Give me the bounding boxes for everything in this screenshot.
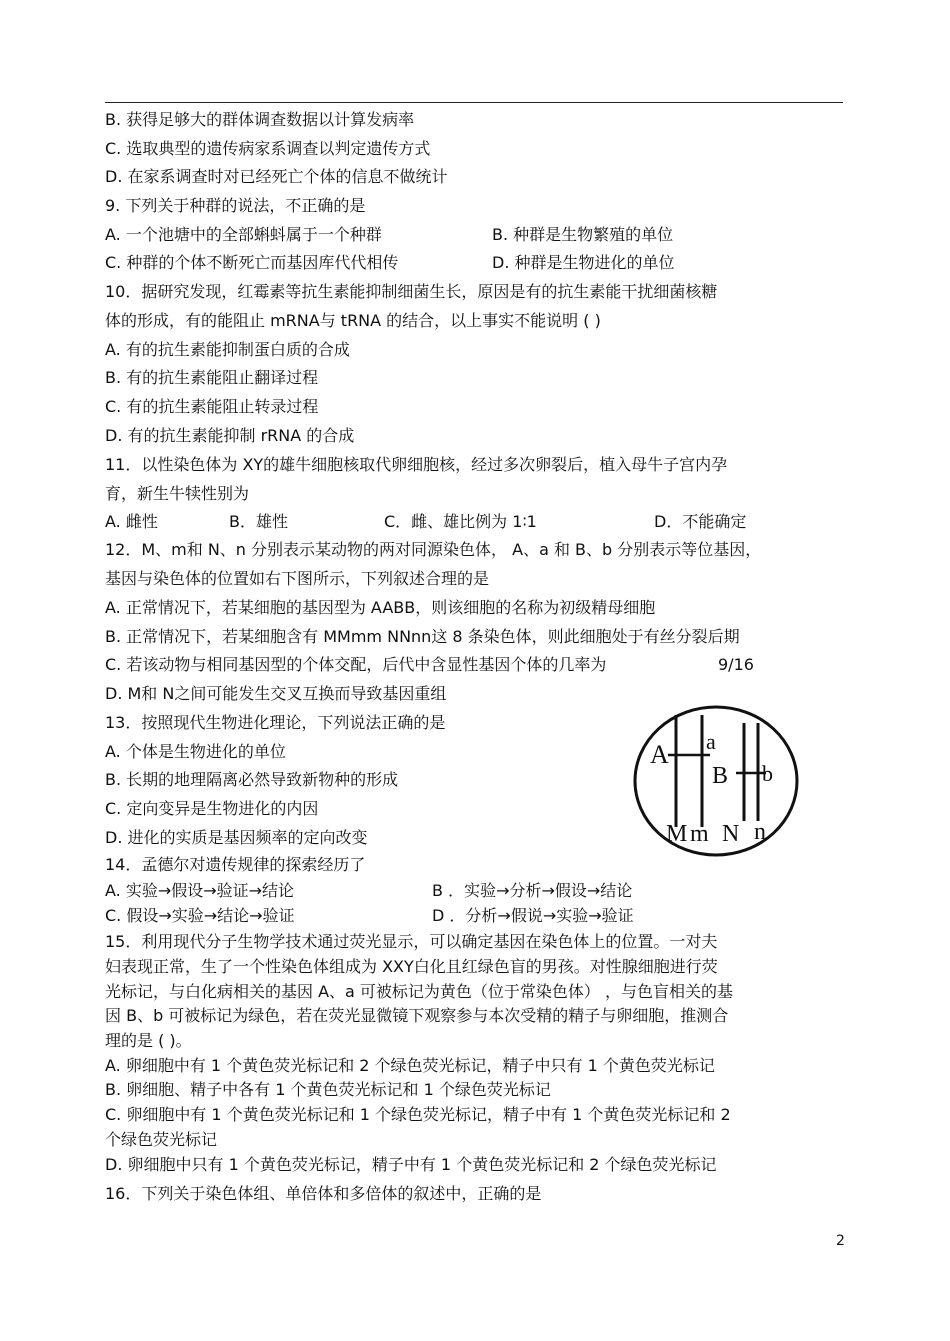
q13-option-a: A. 个体是生物进化的单位 xyxy=(105,742,286,761)
q15-stem-line1: 15．利用现代分子生物学技术通过荧光显示，可以确定基因在染色体上的位置。一对夫 xyxy=(105,932,718,951)
q15-stem-line2: 妇表现正常，生了一个性染色体组成为 XXY白化且红绿色盲的男孩。对性腺细胞进行荧 xyxy=(105,957,718,976)
q10-stem-line2: 体的形成，有的能阻止 mRNA与 tRNA 的结合，以上事实不能说明 ( ) xyxy=(105,311,601,330)
chromosome-M-label: M xyxy=(666,821,688,847)
gene-A-label: A xyxy=(650,740,669,769)
q11-stem-line2: 育，新生牛犊性别为 xyxy=(105,484,250,503)
q11-option-d: D．不能确定 xyxy=(654,512,747,531)
q15-option-c-line1: C. 卵细胞中有 1 个黄色荧光标记和 1 个绿色荧光标记，精子中有 1 个黄色荧光标记和 2 xyxy=(105,1105,731,1124)
page-number: 2 xyxy=(836,1233,845,1249)
q15-stem-line3: 光标记，与白化病相关的基因 A、a 可被标记为黄色（位于常染色体） ，与色盲相关的基 xyxy=(105,982,734,1001)
cell-chromosome-diagram xyxy=(632,703,800,859)
q15-option-a: A. 卵细胞中有 1 个黄色荧光标记和 2 个绿色荧光标记，精子中只有 1 个黄色荧光标记 xyxy=(105,1056,715,1075)
q10-stem-line1: 10．据研究发现，红霉素等抗生素能抑制细菌生长，原因是有的抗生素能干扰细菌核糖 xyxy=(105,282,718,301)
gene-B-label: B xyxy=(712,763,729,789)
q15-stem-line5: 理的是 ( )。 xyxy=(105,1031,192,1050)
q9-option-d: D. 种群是生物进化的单位 xyxy=(492,253,675,272)
q13-stem: 13．按照现代生物进化理论，下列说法正确的是 xyxy=(105,713,446,732)
q15-option-c-line2: 个绿色荧光标记 xyxy=(105,1130,218,1149)
q10-option-b: B. 有的抗生素能阻止翻译过程 xyxy=(105,368,319,387)
q12-option-b: B. 正常情况下，若某细胞含有 MMmm NNnn这 8 条染色体，则此细胞处于有丝分裂后期 xyxy=(105,627,740,646)
chromosome-n-label: n xyxy=(754,819,766,845)
q10-option-d: D. 有的抗生素能抑制 rRNA 的合成 xyxy=(105,426,355,445)
q12-stem-line2: 基因与染色体的位置如右下图所示，下列叙述合理的是 xyxy=(105,569,490,588)
q11-stem-line1: 11．以性染色体为 XY的雄牛细胞核取代卵细胞核，经过多次卵裂后，植入母牛子宫内孕 xyxy=(105,455,728,474)
q11-option-c: C．雌、雄比例为 1∶1 xyxy=(384,512,537,531)
header-rule xyxy=(105,102,843,103)
q14-option-d: D ．分析→假说→实验→验证 xyxy=(432,906,634,925)
q12-option-a: A. 正常情况下，若某细胞的基因型为 AABB，则该细胞的名称为初级精母细胞 xyxy=(105,598,656,617)
q15-option-b: B. 卵细胞、精子中各有 1 个黄色荧光标记和 1 个绿色荧光标记 xyxy=(105,1080,551,1099)
q9-option-b: B. 种群是生物繁殖的单位 xyxy=(492,225,674,244)
chromosome-N-label: N xyxy=(722,821,740,847)
q14-stem: 14．孟德尔对遗传规律的探索经历了 xyxy=(105,855,366,874)
q12-option-d: D. M和 N之间可能发生交叉互换而导致基因重组 xyxy=(105,684,447,703)
gene-a-label: a xyxy=(706,729,716,754)
q9-stem: 9. 下列关于种群的说法，不正确的是 xyxy=(105,196,366,215)
q14-option-b: B ．实验→分析→假设→结论 xyxy=(432,881,633,900)
q12-option-c: C. 若该动物与相同基因型的个体交配，后代中含显性基因个体的几率为 xyxy=(105,655,607,674)
gene-b-label: b xyxy=(762,761,773,786)
q10-option-c: C. 有的抗生素能阻止转录过程 xyxy=(105,397,319,416)
q15-stem-line4: 因 B、b 可被标记为绿色，若在荧光显微镜下观察参与本次受精的精子与卵细胞，推测合 xyxy=(105,1006,729,1025)
chromosome-m-label: m xyxy=(690,821,709,847)
q12-option-c-value: 9/16 xyxy=(718,655,754,674)
q8-option-d: D. 在家系调查时对已经死亡个体的信息不做统计 xyxy=(105,167,448,186)
q13-option-b: B. 长期的地理隔离必然导致新物种的形成 xyxy=(105,770,399,789)
q16-stem: 16．下列关于染色体组、单倍体和多倍体的叙述中，正确的是 xyxy=(105,1184,542,1203)
q8-option-b: B. 获得足够大的群体调查数据以计算发病率 xyxy=(105,110,415,129)
q13-option-d: D. 进化的实质是基因频率的定向改变 xyxy=(105,828,368,847)
q15-option-d: D. 卵细胞中只有 1 个黄色荧光标记，精子中有 1 个黄色荧光标记和 2 个绿色荧光标记 xyxy=(105,1155,717,1174)
q14-option-c: C. 假设→实验→结论→验证 xyxy=(105,906,295,925)
q11-option-b: B．雄性 xyxy=(229,512,288,531)
q9-option-c: C. 种群的个体不断死亡而基因库代代相传 xyxy=(105,253,399,272)
q14-option-a: A. 实验→假设→验证→结论 xyxy=(105,881,295,900)
q9-option-a: A. 一个池塘中的全部蝌蚪属于一个种群 xyxy=(105,225,382,244)
q10-option-a: A. 有的抗生素能抑制蛋白质的合成 xyxy=(105,340,350,359)
q12-stem-line1: 12．M、m和 N、n 分别表示某动物的两对同源染色体， A、a 和 B、b 分别表示等位基因， xyxy=(105,540,762,559)
q13-option-c: C. 定向变异是生物进化的内因 xyxy=(105,799,319,818)
q11-option-a: A. 雌性 xyxy=(105,512,158,531)
q8-option-c: C. 选取典型的遗传病家系调查以判定遗传方式 xyxy=(105,139,431,158)
